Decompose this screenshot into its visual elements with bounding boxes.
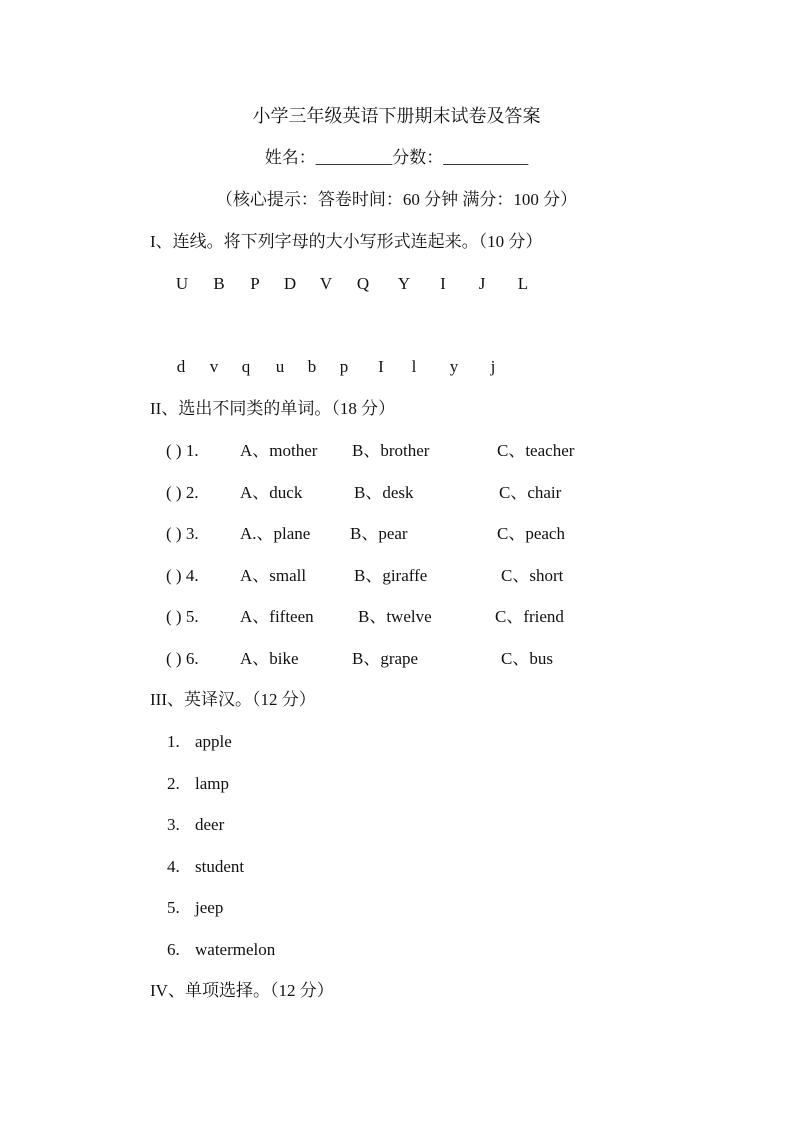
lowercase-letter: p	[339, 357, 349, 376]
option-a: A、bike	[240, 649, 299, 668]
uppercase-letter: J	[478, 274, 486, 293]
item-number: 6.	[167, 940, 180, 959]
lowercase-letter: q	[241, 357, 251, 376]
page-title: 小学三年级英语下册期末试卷及答案	[252, 106, 541, 126]
lowercase-letter: b	[307, 357, 317, 376]
option-b: B、giraffe	[354, 566, 428, 585]
option-c: C、peach	[497, 524, 565, 543]
question-number: ( ) 6.	[166, 649, 199, 668]
option-b: B、twelve	[358, 607, 432, 626]
option-a: A、mother	[240, 441, 318, 460]
option-a: A、duck	[240, 483, 303, 502]
option-c: C、bus	[501, 649, 553, 668]
question-number: ( ) 4.	[166, 566, 199, 585]
question-number: ( ) 5.	[166, 607, 199, 626]
uppercase-letter: L	[517, 274, 529, 293]
section-2-heading: II、选出不同类的单词。（18 分）	[150, 399, 396, 418]
question-number: ( ) 2.	[166, 483, 199, 502]
uppercase-letter: I	[440, 274, 446, 293]
uppercase-letter: V	[319, 274, 333, 293]
section-4-heading: IV、单项选择。（12 分）	[150, 981, 334, 1000]
option-b: B、brother	[352, 441, 430, 460]
exam-hint: （核心提示：答卷时间：60 分钟 满分：100 分）	[215, 190, 578, 209]
uppercase-letter: U	[175, 274, 189, 293]
option-c: C、short	[501, 566, 564, 585]
lowercase-letter: l	[411, 357, 417, 376]
uppercase-letter: B	[213, 274, 225, 293]
item-number: 5.	[167, 898, 180, 917]
lowercase-letter: y	[449, 357, 459, 376]
item-number: 2.	[167, 774, 180, 793]
uppercase-letter: Q	[356, 274, 370, 293]
question-number: ( ) 1.	[166, 441, 199, 460]
lowercase-letter: j	[490, 357, 496, 376]
name-score-line: 姓名：_________分数：__________	[264, 148, 529, 167]
lowercase-letter: v	[209, 357, 219, 376]
option-a: A、fifteen	[240, 607, 314, 626]
option-b: B、grape	[352, 649, 419, 668]
english-word: lamp	[195, 774, 229, 793]
option-c: C、teacher	[497, 441, 575, 460]
option-b: B、desk	[354, 483, 414, 502]
option-c: C、chair	[499, 483, 562, 502]
lowercase-letter: d	[176, 357, 186, 376]
english-word: jeep	[195, 898, 224, 917]
uppercase-letter: P	[250, 274, 260, 293]
option-a: A.、plane	[240, 524, 311, 543]
uppercase-letter: Y	[397, 274, 411, 293]
item-number: 1.	[167, 732, 180, 751]
option-c: C、friend	[495, 607, 564, 626]
english-word: apple	[195, 732, 232, 751]
uppercase-letter: D	[283, 274, 297, 293]
option-a: A、small	[240, 566, 307, 585]
english-word: deer	[195, 815, 225, 834]
item-number: 3.	[167, 815, 180, 834]
lowercase-letter: I	[378, 357, 384, 376]
question-number: ( ) 3.	[166, 524, 199, 543]
section-1-heading: I、连线。将下列字母的大小写形式连起来。（10 分）	[150, 232, 543, 251]
english-word: student	[195, 857, 245, 876]
lowercase-letter: u	[275, 357, 285, 376]
option-b: B、pear	[350, 524, 408, 543]
section-3-heading: III、英译汉。（12 分）	[150, 690, 316, 709]
item-number: 4.	[167, 857, 180, 876]
english-word: watermelon	[195, 940, 276, 959]
